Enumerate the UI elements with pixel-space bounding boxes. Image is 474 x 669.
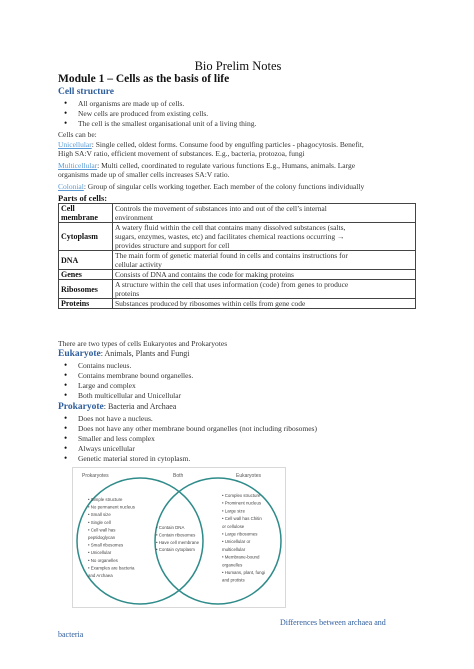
bullet-item: • Both multicellular and Unicellular <box>78 391 181 400</box>
eukaryote-heading: Eukaryote: Animals, Plants and Fungi <box>58 349 190 359</box>
venn-item: • Have cell membrane <box>156 539 200 545</box>
venn-item: • Prominent nucleus <box>222 500 262 506</box>
venn-diagram <box>72 467 286 608</box>
venn-item: • Contain cytoplasm <box>156 547 195 553</box>
bullet-item: • Does not have any other membrane bound organelles (not including ribosomes) <box>78 424 317 433</box>
prokaryote-heading: Prokaryote: Bacteria and Archaea <box>58 402 177 412</box>
table-row <box>59 223 416 251</box>
venn-item: • Large ribosomes <box>222 531 258 537</box>
unicellular-link[interactable]: Unicellular <box>58 140 92 149</box>
figure-caption-line2: bacteria <box>58 630 84 639</box>
venn-item: • Complex structure <box>222 493 261 498</box>
table-row <box>59 280 416 299</box>
term-cell: Cell membrane <box>59 204 113 223</box>
term-cell: DNA <box>59 251 113 270</box>
term-cell: Cytoplasm <box>59 223 113 251</box>
table-row <box>59 251 416 270</box>
term-cell: Ribosomes <box>59 280 113 299</box>
venn-item: • Contain DNA <box>156 525 185 530</box>
bullet-item: • Contains membrane bound organelles. <box>78 371 193 380</box>
venn-item: • Small ribosomes <box>88 542 124 548</box>
venn-item: multicellular <box>222 546 246 552</box>
parts-heading: Parts of cells: <box>58 193 108 203</box>
colonial-link[interactable]: Colonial <box>58 182 84 191</box>
venn-item: • Unicellular <box>88 550 112 556</box>
table-row <box>59 299 416 309</box>
venn-item: or cellulose <box>222 523 245 529</box>
definition-cell: The main form of genetic material found in cells and contains instructions for cellular activity <box>113 251 416 270</box>
bullet-item: • Smaller and less complex <box>78 434 155 443</box>
bullet-item: • Does not have a nucleus. <box>78 414 153 423</box>
table-row <box>59 270 416 280</box>
venn-item: peptidoglycan <box>88 535 116 540</box>
parts-table <box>58 203 416 309</box>
venn-item: • Single cell <box>88 519 111 525</box>
venn-item: • Cell wall has <box>88 527 116 533</box>
table-row <box>59 204 416 223</box>
venn-item: and protists <box>222 577 245 583</box>
multicellular-link[interactable]: Multicellular <box>58 161 98 170</box>
definition-cell: Controls the movement of substances into and out of the cell’s internal environment <box>113 204 416 223</box>
cell-type-multicellular: Multicellular: Multi celled, coordinated to regulate various functions E.g., Humans, animals. Large organisms made up of smaller cells increases SA:V ratio. <box>58 161 356 179</box>
bullet-item: • Always unicellular <box>78 444 135 453</box>
venn-item: • Small size <box>88 512 111 518</box>
venn-item: • Humans, plant, fungi <box>222 570 266 575</box>
venn-left-title: Prokaryotes <box>82 473 109 479</box>
venn-item: • No organelles <box>88 557 118 563</box>
venn-item: • Contain ribosomes <box>156 532 196 538</box>
definition-cell: Substances produced by ribosomes within cells from gene code <box>113 299 416 309</box>
venn-item: and Archaea <box>88 573 113 578</box>
bullet-item: • Large and complex <box>78 381 136 390</box>
definition-cell: A watery fluid within the cell that contains many dissolved substances (salts, sugars, enzymes, wastes, etc) and facilitates chemical reactions occurring → provides structure and support for cell <box>113 223 416 251</box>
venn-item: • Membrane-bound <box>222 554 260 560</box>
venn-mid-title: Both <box>173 473 184 479</box>
bullet-item: • All organisms are made up of cells. <box>78 99 184 108</box>
cell-structure-heading: Cell structure <box>58 87 115 97</box>
term-cell: Proteins <box>59 299 113 309</box>
venn-item: • Large size <box>222 508 246 514</box>
venn-right-title: Eukaryotes <box>236 473 262 479</box>
venn-item: • Cell wall has Chitin <box>222 516 262 522</box>
venn-item: • Simple structure <box>88 497 123 502</box>
figure-caption-line1: Differences between archaea and <box>280 618 386 627</box>
venn-item: organelles <box>222 562 243 568</box>
cells-can-be-text: Cells can be: <box>58 130 97 139</box>
cell-type-colonial: Colonial: Group of singular cells working together. Each member of the colony functions individually <box>58 182 365 191</box>
document-title: Bio Prelim Notes <box>194 59 282 73</box>
venn-item: • Examples are bacteria <box>88 565 135 571</box>
bullet-item: • Genetic material stored in cytoplasm. <box>78 454 190 463</box>
bullet-item: • Contains nucleus. <box>78 361 131 370</box>
term-cell: Genes <box>59 270 113 280</box>
venn-item: • Unicellular or <box>222 539 251 545</box>
definition-cell: A structure within the cell that uses information (code) from genes to produce proteins <box>113 280 416 299</box>
two-types-text: There are two types of cells Eukaryotes and Prokaryotes <box>58 339 228 348</box>
venn-item: • No permanent nucleus <box>88 504 135 510</box>
cell-type-unicellular: Unicellular: Single celled, oldest forms. Consume food by engulfing particles - phagocytosis. Benefit, High SA:V ratio, efficient movement of substances. E.g., bacteria, protozoa, fungi <box>58 140 364 158</box>
definition-cell: Consists of DNA and contains the code for making proteins <box>113 270 416 280</box>
bullet-item: • The cell is the smallest organisational unit of a living thing. <box>78 119 256 128</box>
module-heading: Module 1 – Cells as the basis of life <box>58 73 230 85</box>
bullet-item: • New cells are produced from existing cells. <box>78 109 208 118</box>
